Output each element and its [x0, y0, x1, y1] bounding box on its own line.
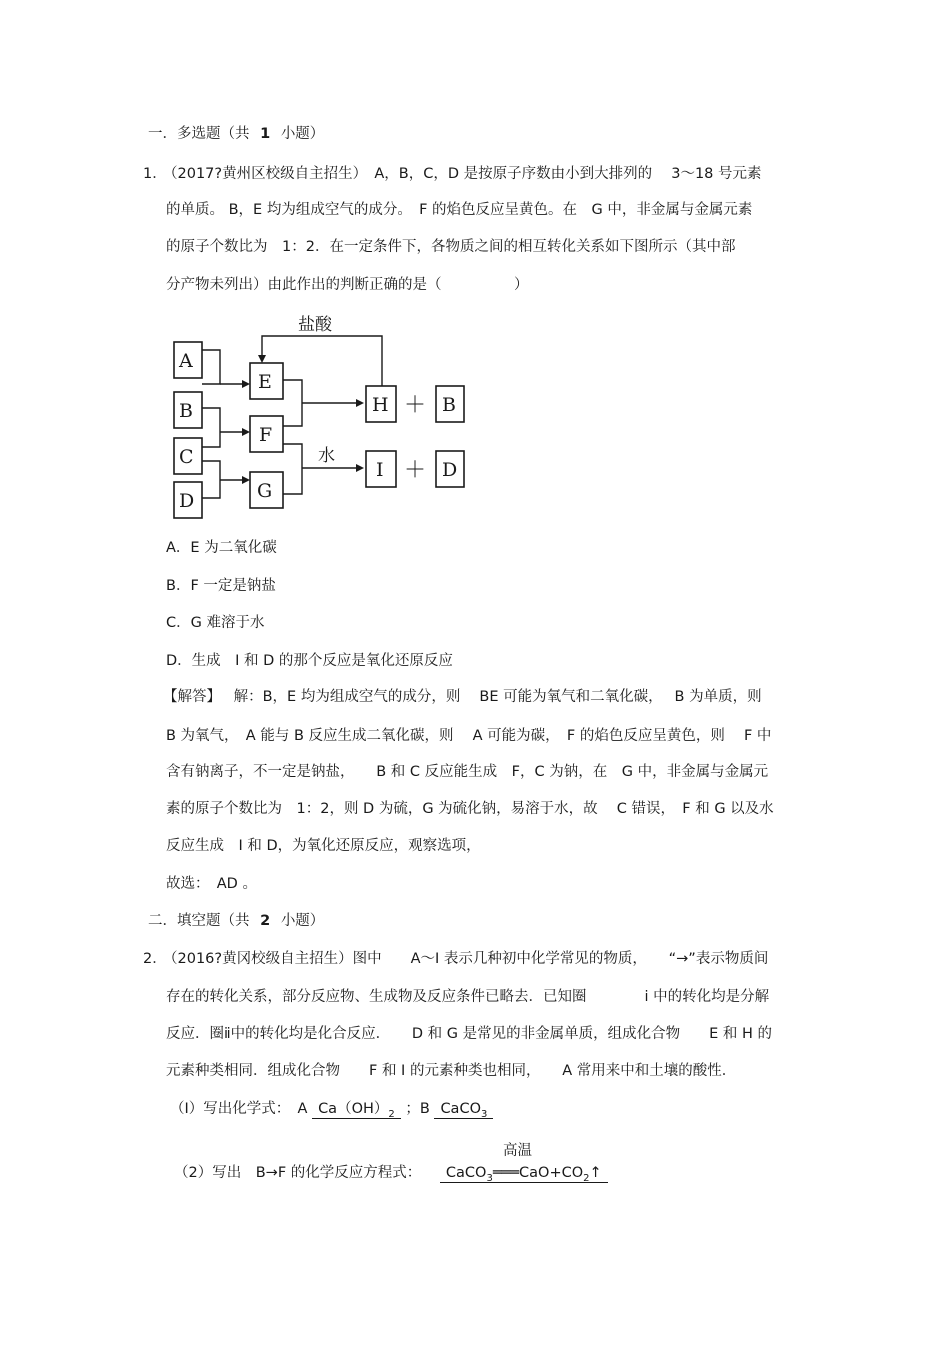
formula-a: Ca（OH） — [318, 1101, 389, 1117]
section-2-heading — [148, 911, 324, 931]
section-1-heading — [148, 124, 324, 144]
eq-right-sub: 2 — [583, 1173, 590, 1184]
node-d2-label: D — [442, 459, 458, 481]
q1-line-1: （2017?黄州区校级自主招生） A，B，C，D 是按原子序数由小到大排列的 3～18 号元素 — [163, 166, 762, 182]
answer-line-4: 素的原子个数比为 1：2，则 D 为硫，G 为硫化钠，易溶于水，故 C 错误， F 和 G 以及水 — [166, 801, 774, 817]
arrow-head-h — [356, 399, 364, 407]
answer-line-5: 反应生成 I 和 D，为氧化还原反应，观察选项， — [166, 838, 481, 854]
q1-line-3: 的原子个数比为 1：2．在一定条件下，各物质之间的相互转化关系如下图所示（其中部 — [166, 239, 736, 255]
node-g-label: G — [257, 480, 273, 502]
section-unit: 小题） — [280, 126, 325, 142]
node-b2-label: B — [442, 394, 456, 416]
q1-line-4: 分产物未列出）由此作出的判断正确的是（ ） — [166, 277, 529, 293]
option-d: D．生成 I 和 D 的那个反应是氧化还原反应 — [166, 653, 453, 669]
node-h-label: H — [372, 394, 389, 416]
reaction-flow-diagram — [166, 306, 476, 526]
part1-separator: ；B — [405, 1101, 430, 1117]
answer-line-1 — [163, 687, 762, 707]
q1-number: 1． — [143, 166, 167, 182]
bracket-ef — [283, 380, 302, 426]
plus-sign-2: ＋ — [404, 458, 427, 483]
q2-line-2: 存在的转化关系，部分反应物、生成物及反应条件已略去．已知圈 i 中的转化均是分解 — [166, 989, 770, 1005]
reaction-condition: 高温 — [503, 1143, 532, 1159]
q2-line-3: 反应．圈ⅱ中的转化均是化合反应． D 和 G 是常见的非金属单质，组成化合物 E 和 H 的 — [166, 1026, 773, 1042]
answer-line-3: 含有钠离子，不一定是钠盐， B 和 C 反应能生成 F，C 为钠，在 G 中，非金属与金属元 — [166, 764, 769, 780]
bracket-ab — [202, 350, 220, 384]
q2-part-2 — [174, 1163, 608, 1183]
node-f-label: F — [259, 424, 273, 446]
formula-b: CaCO — [440, 1101, 481, 1117]
answer-a-formula — [312, 1100, 401, 1119]
q2-line-1: （2016?黄冈校级自主招生）图中 A～I 表示几种初中化学常见的物质， “→”表示物质间 — [163, 951, 769, 967]
q2-number: 2． — [143, 951, 167, 967]
bracket-fg — [283, 444, 302, 494]
plus-sign-1: ＋ — [404, 393, 427, 418]
section-unit: 小题） — [280, 913, 325, 929]
answer-tag: 【解答】 — [163, 689, 221, 705]
section-count: 1 — [260, 126, 271, 142]
eq-right: CaO+CO — [519, 1165, 584, 1181]
eq-up-arrow: ↑ — [589, 1165, 602, 1181]
q2-line-4: 元素种类相同．组成化合物 F 和 I 的元素种类也相同， A 常用来中和土壤的酸性． — [166, 1063, 737, 1079]
arrow-head-f — [242, 428, 250, 436]
part2-prefix: （2）写出 B→F 的化学反应方程式： — [174, 1165, 422, 1181]
part1-prefix: （Ⅰ）写出化学式： A — [170, 1101, 308, 1117]
section-title: 二．填空题（共 — [148, 913, 250, 929]
node-b-label: B — [179, 400, 193, 422]
eq-arrow: ═══ — [492, 1165, 520, 1181]
section-title: 一．多选题（共 — [148, 126, 250, 142]
section-count: 2 — [260, 913, 271, 929]
eq-left-sub: 3 — [486, 1173, 493, 1184]
option-a: A．E 为二氧化碳 — [166, 540, 277, 556]
answer-line-2: B 为氧气， A 能与 B 反应生成二氧化碳，则 A 可能为碳， F 的焰色反应呈黄色，则 F 中 — [166, 728, 772, 744]
option-c: C．G 难溶于水 — [166, 615, 265, 631]
node-a-label: A — [179, 350, 193, 372]
q1-line-2: 的单质。 B，E 均为组成空气的成分。 F 的焰色反应呈黄色。在 G 中，非金属与金属元素 — [166, 202, 753, 218]
node-i-label: I — [376, 459, 384, 481]
bracket-bc — [202, 408, 220, 447]
equation-answer — [440, 1164, 608, 1183]
answer-text-1: 解：B，E 均为组成空气的成分，则 BE 可能为氧气和二氧化碳， B 为单质，则 — [233, 689, 762, 705]
arrow-head-e — [242, 380, 250, 388]
arrow-head-acid — [258, 355, 266, 363]
water-label: 水 — [318, 446, 335, 466]
bracket-cd — [202, 461, 220, 498]
arrow-head-i — [356, 464, 364, 472]
answer-choice: 故选： AD 。 — [166, 876, 257, 892]
node-c-label: C — [179, 446, 194, 468]
formula-a-sub: 2 — [388, 1109, 395, 1120]
eq-left: CaCO — [445, 1165, 487, 1181]
answer-b-formula — [434, 1100, 493, 1119]
option-b: B．F 一定是钠盐 — [166, 578, 276, 594]
q2-part-1 — [170, 1099, 493, 1119]
acid-label: 盐酸 — [298, 315, 332, 335]
node-d-label: D — [179, 490, 195, 512]
node-e-label: E — [258, 371, 272, 393]
formula-b-sub: 3 — [481, 1109, 488, 1120]
arrow-head-g — [242, 476, 250, 484]
